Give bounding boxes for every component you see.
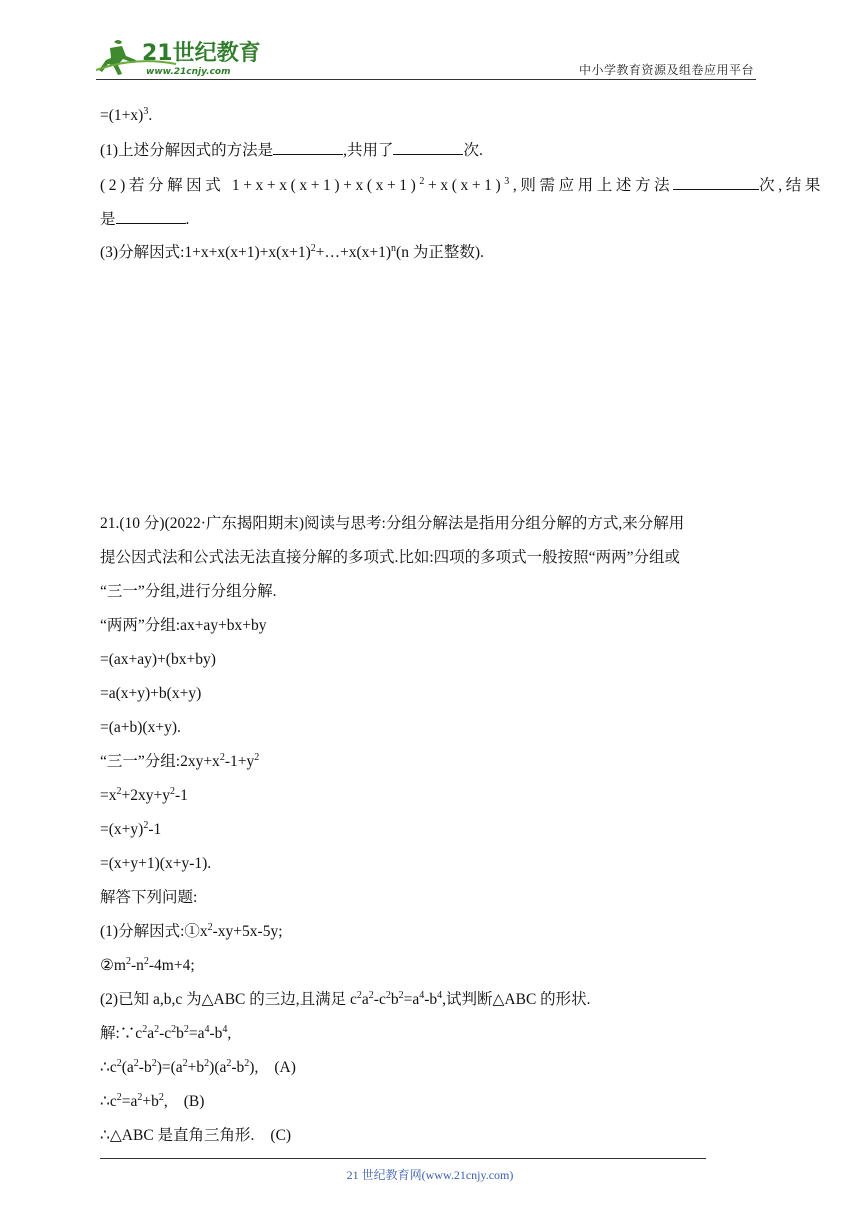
step-tag-b: (B) xyxy=(183,1093,205,1110)
q21-example2-step1: $=x^2+2xy+y^2-1$ xyxy=(100,786,188,804)
q21-example1-step3: =(a+b)(x+y). xyxy=(100,719,181,736)
q21-instructions: 解答下列问题: xyxy=(100,889,198,906)
answer-blank[interactable] xyxy=(273,140,343,155)
q21-solution-step1: 解$:\because c^2a^2-c^2b^2=a^4-b^4$, xyxy=(100,1024,232,1042)
q20-part2: (2)若分解因式 $1+x+x(x+1)+x(x+1)^2+x(x+1)^3$,则需应用上述方法 次,结果 xyxy=(100,176,824,194)
q21-solution-step2: $\therefore c^2(a^2-b^2)=(a^2+b^2)(a^2-b^2)$, (A) xyxy=(100,1058,296,1076)
site-logo xyxy=(96,34,266,78)
q21-example1-step1: =(ax+ay)+(bx+by) xyxy=(100,651,216,668)
q21-stem-line3: “三一”分组,进行分组分解. xyxy=(100,583,277,600)
step-tag-a: (A) xyxy=(274,1059,296,1076)
q21-example1-step2: =a(x+y)+b(x+y) xyxy=(100,685,202,702)
q21-solution-step3: $\therefore c^2=a^2+b^2$, (B) xyxy=(100,1092,205,1110)
step-tag-c: (C) xyxy=(270,1127,292,1144)
q21-stem-line2: 提公因式法和公式法无法直接分解的多项式.比如:四项的多项式一般按照“两两”分组或 xyxy=(100,549,680,566)
q21-example2-step2: $=(x+y)^2-1$ xyxy=(100,820,162,838)
header-platform-name: 中小学教育资源及组卷应用平台 xyxy=(578,63,754,77)
q21-example1-start: “两两”分组:ax+ay+bx+by xyxy=(100,617,267,634)
q20-part2-cont: 是 . xyxy=(100,211,190,228)
q20-result-line: $=(1+x)^3$. xyxy=(100,106,153,124)
answer-blank[interactable] xyxy=(116,209,186,224)
q21-part2: (2)已知 a,b,c 为△ABC 的三边,且满足 $c^2a^2-c^2b^2=a^4-b^4$,试判断△ABC 的形状. xyxy=(100,990,591,1008)
q21-example2-start: “三一”分组$:2xy+x^2-1+y^2$ xyxy=(100,752,260,770)
footer-link[interactable]: 21 世纪教育网(www.21cnjy.com) xyxy=(346,1168,514,1182)
logo-text: 21世纪教育 xyxy=(142,41,261,66)
q21-example2-step3: =(x+y+1)(x+y-1). xyxy=(100,855,212,872)
header-divider xyxy=(96,79,756,80)
page-header xyxy=(96,34,756,80)
answer-blank[interactable] xyxy=(673,175,759,190)
q21-part1-item1: (1)分解因式$:①x^2-xy+5x-5y$; xyxy=(100,922,283,940)
footer-divider xyxy=(100,1158,706,1159)
q21-solution-conclusion: ∴△ABC 是直角三角形. (C) xyxy=(100,1127,292,1144)
q21-part1-item2: $②m^2-n^2-4m+4$; xyxy=(100,956,195,974)
logo-url: www.21cnjy.com xyxy=(146,67,231,77)
runner-icon xyxy=(99,40,136,75)
answer-blank[interactable] xyxy=(393,140,463,155)
q21-stem-line1: 21.(10 分)(2022·广东揭阳期末)阅读与思考:分组分解法是指用分组分解的方式,来分解用 xyxy=(100,515,685,532)
q20-part1: (1)上述分解因式的方法是 ,共用了 次. xyxy=(100,142,483,159)
q20-part3: (3)分解因式$:1+x+x(x+1)+x(x+1)^2+\dots+x(x+1)^n(n$ 为正整数). xyxy=(100,243,484,261)
